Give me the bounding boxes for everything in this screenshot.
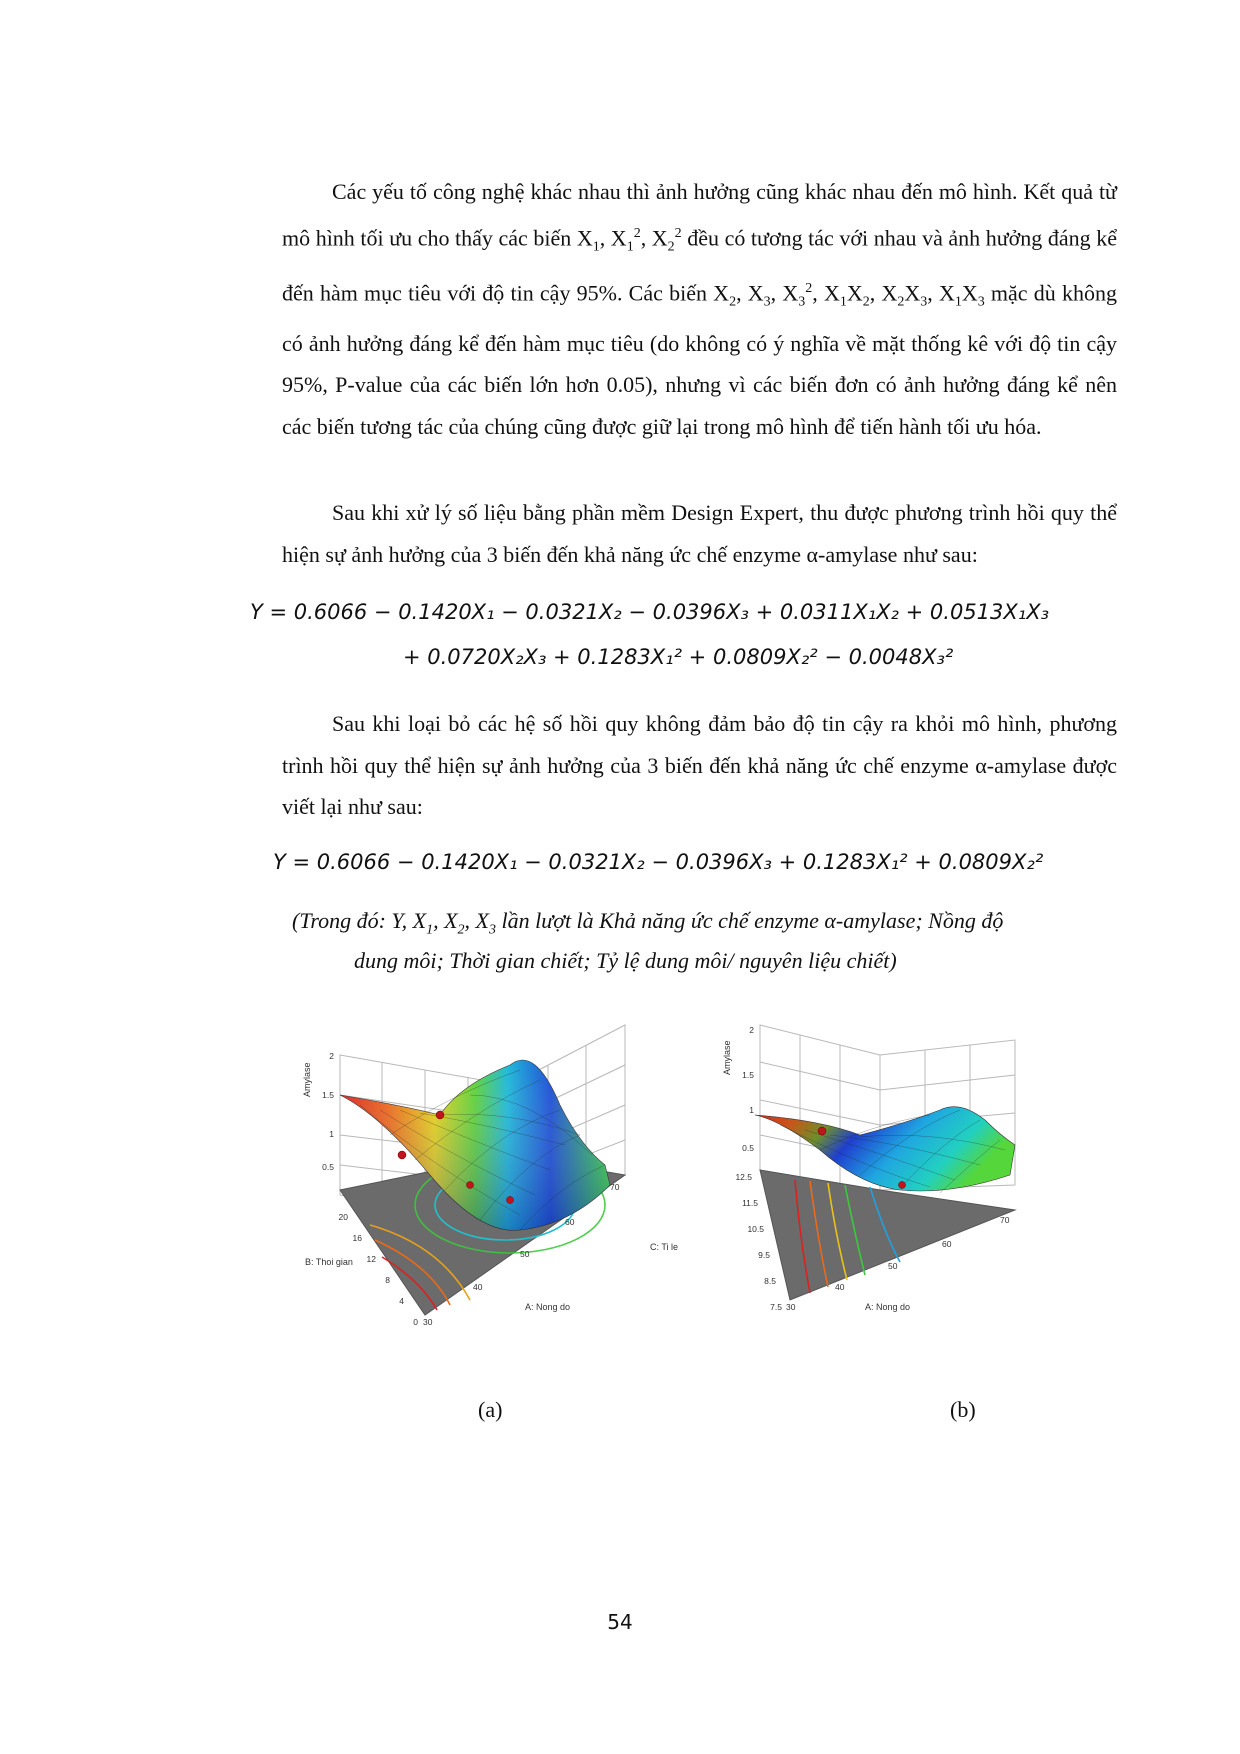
surface-plot-a: [302, 1025, 700, 1395]
y-tick: 12.5: [735, 1172, 752, 1182]
y-tick: 12: [366, 1254, 376, 1264]
x-tick: 70: [610, 1182, 620, 1192]
ylabel-b: C: Ti le: [650, 1242, 679, 1252]
x-tick: 50: [888, 1261, 898, 1271]
paragraph-2: Sau khi xử lý số liệu bằng phần mềm Design Expert, thu được phương trình hồi quy thể hiện sự ảnh hưởng của 3 biến đến khả năng ức chế enzyme α-amylase như sau:: [282, 500, 1117, 567]
z-tick: 1: [749, 1105, 754, 1115]
y-tick: 9.5: [758, 1250, 770, 1260]
regression-equation-reduced: Y = 0.6066 − 0.1420X₁ − 0.0321X₂ − 0.0396X₃ + 0.1283X₁² + 0.0809X₂²: [273, 850, 1044, 874]
x-tick: 30: [786, 1302, 796, 1312]
z-tick: 0.5: [322, 1162, 334, 1172]
regression-equation-full-line1: Y = 0.6066 − 0.1420X₁ − 0.0321X₂ − 0.0396X₃ + 0.0311X₁X₂ + 0.0513X₁X₃: [250, 600, 1050, 624]
y-tick: 20: [338, 1212, 348, 1222]
y-tick: 16: [352, 1233, 362, 1243]
ylabel-a: B: Thoi gian: [305, 1257, 353, 1267]
x-tick: 50: [520, 1249, 530, 1259]
y-tick: 8.5: [764, 1276, 776, 1286]
x-tick: 70: [1000, 1215, 1010, 1225]
figure-caption-a: (a): [478, 1397, 503, 1422]
z-tick: 1.5: [322, 1090, 334, 1100]
zlabel-a: Amylase: [302, 1062, 312, 1097]
zlabel-b: Amylase: [722, 1040, 732, 1075]
xlabel-a: A: Nong do: [525, 1302, 571, 1312]
x-tick: 60: [565, 1217, 575, 1227]
y-tick: 7.5: [770, 1302, 782, 1312]
paragraph-3: Sau khi loại bỏ các hệ số hồi quy không đảm bảo độ tin cậy ra khỏi mô hình, phương trình hồi quy thể hiện sự ảnh hưởng của 3 biến đến khả năng ức chế enzyme α-amylase được viết lại như sau:: [282, 711, 1117, 819]
x-tick: 60: [942, 1239, 952, 1249]
y-tick: 8: [385, 1275, 390, 1285]
z-tick: 1.5: [742, 1070, 754, 1080]
variable-note-line2: dung môi; Thời gian chiết; Tỷ lệ dung môi/ nguyên liệu chiết): [354, 948, 897, 973]
page-number: 54: [607, 1610, 633, 1634]
paragraph-1: Các yếu tố công nghệ khác nhau thì ảnh hưởng cũng khác nhau đến mô hình. Kết quả từ mô hình tối ưu cho thấy các biến $X_1$, $X_1^2$, $X_2^2$ đều có tương tác với nhau và ảnh hưởng đáng kể đến hàm mục tiêu với độ tin cậy 95%. Các biến $X_2$, $X_3$, $X_3^2$, $X_1X_2$, $X_2X_3$, $X_1X_3$ mặc dù không có ảnh hưởng đáng kể đến hàm mục tiêu (do không có ý nghĩa về mặt thống kê với độ tin cậy 95%, P-value của các biến lớn hơn 0.05), nhưng vì các biến đơn có ảnh hưởng đáng kể nên các biến tương tác của chúng cũng được giữ lại trong mô hình để tiến hành tối ưu hóa.: [282, 179, 1117, 439]
variable-note-line1: (Trong đó: Y, $X_1$, $X_2$, $X_3$ lần lượt là Khả năng ức chế enzyme α-amylase; Nồng độ: [292, 908, 1004, 938]
x-tick: 30: [423, 1317, 433, 1327]
xlabel-b: A: Nong do: [865, 1302, 911, 1312]
regression-equation-full-line2: + 0.0720X₂X₃ + 0.1283X₁² + 0.0809X₂² − 0.0048X₃²: [403, 645, 954, 669]
surface-plot-b: [650, 1025, 1070, 1395]
z-tick: 2: [749, 1025, 754, 1035]
figure-caption-b: (b): [950, 1397, 976, 1422]
x-tick: 40: [835, 1282, 845, 1292]
z-tick: 0.5: [742, 1143, 754, 1153]
y-tick: 11.5: [742, 1198, 758, 1208]
x-tick: 40: [473, 1282, 483, 1292]
y-tick: 10.5: [747, 1224, 764, 1234]
y-tick: 0: [413, 1317, 418, 1327]
z-tick: 1: [329, 1129, 334, 1139]
y-tick: 4: [399, 1296, 404, 1306]
z-tick: 2: [329, 1051, 334, 1061]
